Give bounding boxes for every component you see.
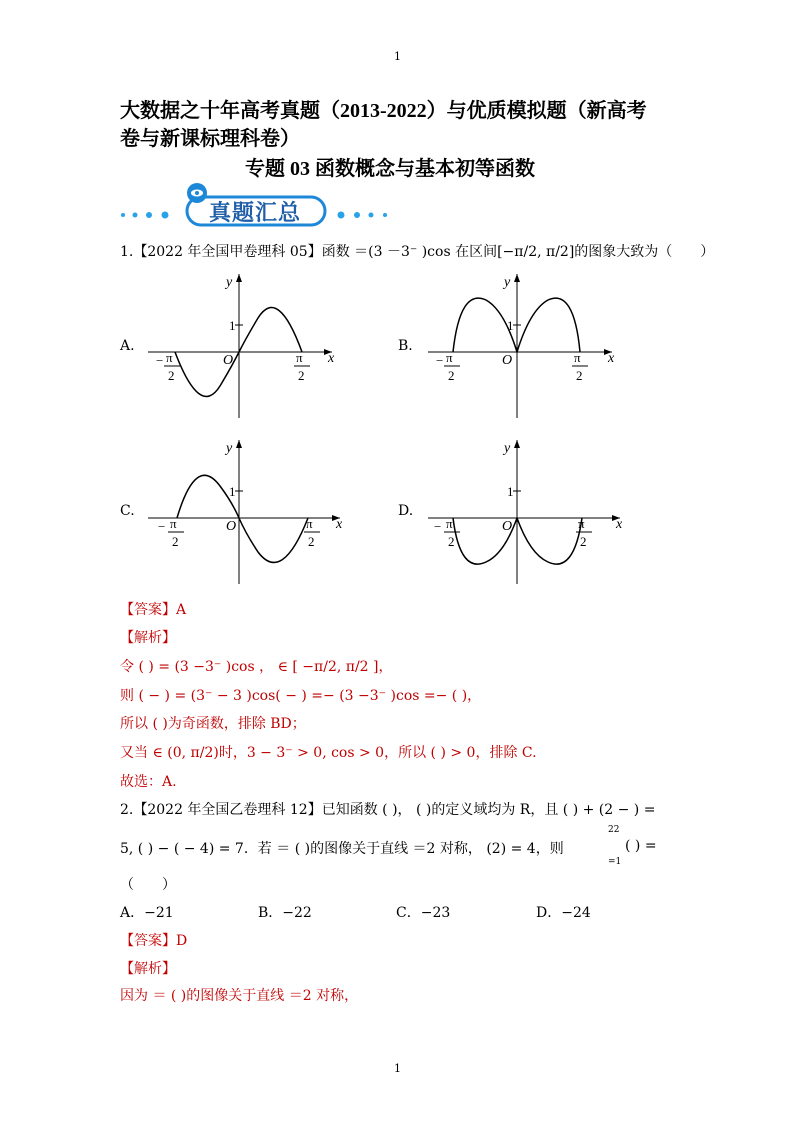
q2-stem-line2: 5, ( ) − ( − 4) = 7．若 ＝ ( )的图像关于直线 ＝2 对称， (2) = 4，则 [120, 841, 564, 857]
graph-c [140, 434, 350, 586]
q2-stem-line3: （ ） [120, 877, 176, 893]
graph-b-negtwo: 2 [448, 368, 455, 383]
q2-stem-line2-end: ( ) = [625, 838, 657, 854]
graph-c-one: 1 [229, 484, 236, 499]
graph-b-o: O [502, 353, 513, 368]
graph-c-neg: − [158, 519, 166, 534]
graph-a-negpi: π [166, 350, 173, 365]
q2-sum-upper: 22 [608, 825, 620, 835]
q1-analysis-line: 又当 ∈ (0, π/2)时，3 − 3⁻ > 0, cos > 0，所以 ( ) > 0，排除 C. [120, 745, 537, 761]
graph-c-negtwo: 2 [172, 534, 179, 549]
q2-option-d: D．−24 [536, 905, 591, 921]
option-a-label: A. [120, 338, 135, 354]
q1-analysis-line: 故选：A. [120, 774, 177, 790]
graph-b-two: 2 [576, 368, 583, 383]
q1-analysis-line: 所以 ( )为奇函数，排除 BD； [120, 716, 306, 732]
graph-c-two: 2 [308, 534, 315, 549]
q2-analysis-head: 【解析】 [120, 961, 176, 977]
graph-b [420, 268, 620, 420]
graph-c-pi: π [306, 516, 313, 531]
q2-option-b: B．−22 [258, 905, 312, 921]
q2-stem-line1: 2.【2022 年全国乙卷理科 12】已知函数 ( )， ( )的定义域均为 R，且 ( ) + (2 − ) = [120, 802, 656, 818]
graph-a-pi: π [296, 350, 303, 365]
graph-d [420, 434, 630, 586]
graph-a-two: 2 [298, 368, 305, 383]
q2-sum-lower: =1 [608, 857, 622, 867]
document-title-line1: 大数据之十年高考真题（2013-2022）与优质模拟题（新高考 [120, 100, 647, 122]
q2-analysis-line: 因为 ＝ ( )的图像关于直线 ＝2 对称， [120, 988, 359, 1004]
graph-d-negpi: π [446, 516, 453, 531]
q1-analysis-line: 令 ( ) = (3 −3⁻ )cos ， ∈ [ −π/2, π/2 ]， [120, 659, 393, 675]
graph-a-x: x [328, 351, 335, 366]
q2-option-a: A．−21 [120, 905, 174, 921]
graph-d-y: y [504, 441, 511, 456]
q1-stem: 1.【2022 年全国甲卷理科 05】函数 ＝(3 －3⁻ )cos 在区间[−π/2, π/2]的图象大致为（ ） [120, 244, 715, 260]
graph-b-pi: π [574, 350, 581, 365]
q2-option-c: C．−23 [396, 905, 451, 921]
graph-c-y: y [226, 441, 233, 456]
graph-b-negpi: π [446, 350, 453, 365]
graph-a-o: O [223, 353, 234, 368]
graph-a [140, 268, 340, 420]
graph-a-neg: − [156, 353, 164, 368]
graph-a-negtwo: 2 [168, 368, 175, 383]
graph-b-y: y [504, 275, 511, 290]
graph-b-x: x [608, 351, 615, 366]
graph-d-negtwo: 2 [448, 534, 455, 549]
graph-c-negpi: π [170, 516, 177, 531]
banner-text: 真题汇总 [209, 201, 302, 226]
section-banner [115, 183, 395, 228]
graph-d-one: 1 [507, 484, 514, 499]
q1-analysis-head: 【解析】 [120, 630, 176, 646]
option-d-label: D. [398, 503, 414, 519]
q1-analysis-line: 则 ( − ) = (3⁻ − 3 )cos( − ) =− (3 −3⁻ )cos =− ( )， [120, 688, 482, 704]
graph-d-x: x [616, 517, 623, 532]
page-number-bottom: 1 [394, 1062, 401, 1075]
q1-answer: 【答案】A [120, 602, 187, 618]
graph-d-neg: − [434, 519, 442, 534]
graph-c-o: O [226, 519, 237, 534]
graph-d-two: 2 [580, 534, 587, 549]
graph-c-x: x [336, 517, 343, 532]
option-b-label: B. [398, 338, 413, 354]
option-c-label: C. [120, 503, 135, 519]
graph-a-y: y [226, 275, 233, 290]
graph-b-neg: − [436, 353, 444, 368]
graph-d-o: O [502, 519, 513, 534]
document-subtitle: 专题 03 函数概念与基本初等函数 [245, 158, 535, 180]
graph-a-one: 1 [229, 318, 236, 333]
q2-answer: 【答案】D [120, 933, 188, 949]
document-title-line2: 卷与新课标理科卷） [120, 128, 300, 150]
page-number-top: 1 [394, 50, 401, 63]
graph-b-one: 1 [507, 318, 514, 333]
graph-d-pi: π [578, 516, 585, 531]
